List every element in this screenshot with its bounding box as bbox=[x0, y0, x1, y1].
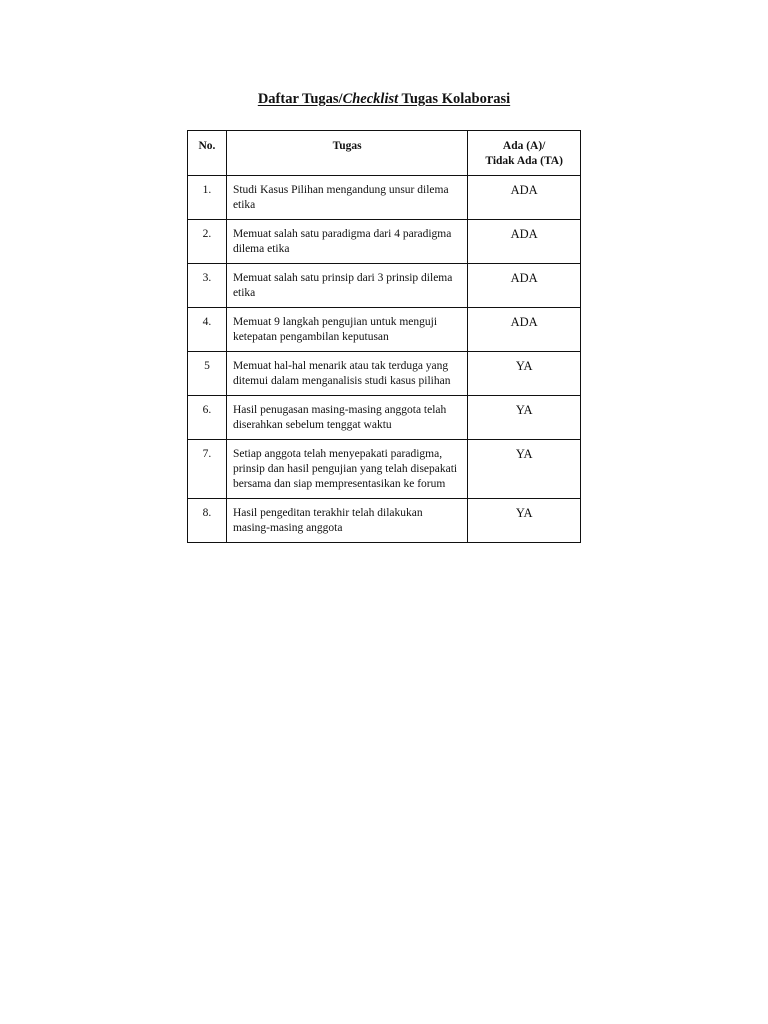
row-number: 1. bbox=[188, 176, 227, 220]
title-italic: Checklist bbox=[342, 91, 399, 107]
document-title bbox=[0, 91, 768, 108]
table-header-row bbox=[188, 131, 581, 176]
row-number: 6. bbox=[188, 396, 227, 440]
row-status: YA bbox=[468, 396, 581, 440]
table-row bbox=[188, 396, 581, 440]
header-no: No. bbox=[188, 131, 227, 176]
header-status-line1: Ada (A)/ bbox=[502, 140, 546, 152]
row-task: Memuat salah satu paradigma dari 4 paradigma dilema etika bbox=[226, 220, 467, 264]
title-prefix: Daftar Tugas/ bbox=[257, 91, 343, 107]
table-row bbox=[188, 220, 581, 264]
row-task: Memuat hal-hal menarik atau tak terduga yang ditemui dalam menganalisis studi kasus pilihan bbox=[226, 352, 467, 396]
table-row bbox=[188, 499, 581, 543]
row-status: ADA bbox=[468, 308, 581, 352]
row-number: 8. bbox=[188, 499, 227, 543]
row-status: YA bbox=[468, 499, 581, 543]
row-number: 5 bbox=[188, 352, 227, 396]
row-task: Studi Kasus Pilihan mengandung unsur dilema etika bbox=[226, 176, 467, 220]
row-status: ADA bbox=[468, 176, 581, 220]
row-status: YA bbox=[468, 440, 581, 499]
row-task: Setiap anggota telah menyepakati paradigma, prinsip dan hasil pengujian yang telah disepakati bersama dan siap mempresentasikan ke forum bbox=[226, 440, 467, 499]
row-task: Memuat salah satu prinsip dari 3 prinsip dilema etika bbox=[226, 264, 467, 308]
header-task: Tugas bbox=[226, 131, 467, 176]
table-row bbox=[188, 176, 581, 220]
row-status: ADA bbox=[468, 220, 581, 264]
header-status bbox=[468, 131, 581, 176]
row-number: 4. bbox=[188, 308, 227, 352]
row-number: 2. bbox=[188, 220, 227, 264]
row-status: YA bbox=[468, 352, 581, 396]
row-task: Hasil penugasan masing-masing anggota telah diserahkan sebelum tenggat waktu bbox=[226, 396, 467, 440]
table-row bbox=[188, 352, 581, 396]
table-row bbox=[188, 440, 581, 499]
row-number: 7. bbox=[188, 440, 227, 499]
table-row bbox=[188, 264, 581, 308]
row-task: Memuat 9 langkah pengujian untuk menguji ketepatan pengambilan keputusan bbox=[226, 308, 467, 352]
header-status-line2: Tidak Ada (TA) bbox=[485, 155, 563, 167]
row-task: Hasil pengeditan terakhir telah dilakukan masing-masing anggota bbox=[226, 499, 467, 543]
row-status: ADA bbox=[468, 264, 581, 308]
checklist-table bbox=[187, 130, 581, 543]
table-row bbox=[188, 308, 581, 352]
row-number: 3. bbox=[188, 264, 227, 308]
title-suffix: Tugas Kolaborasi bbox=[398, 91, 511, 107]
